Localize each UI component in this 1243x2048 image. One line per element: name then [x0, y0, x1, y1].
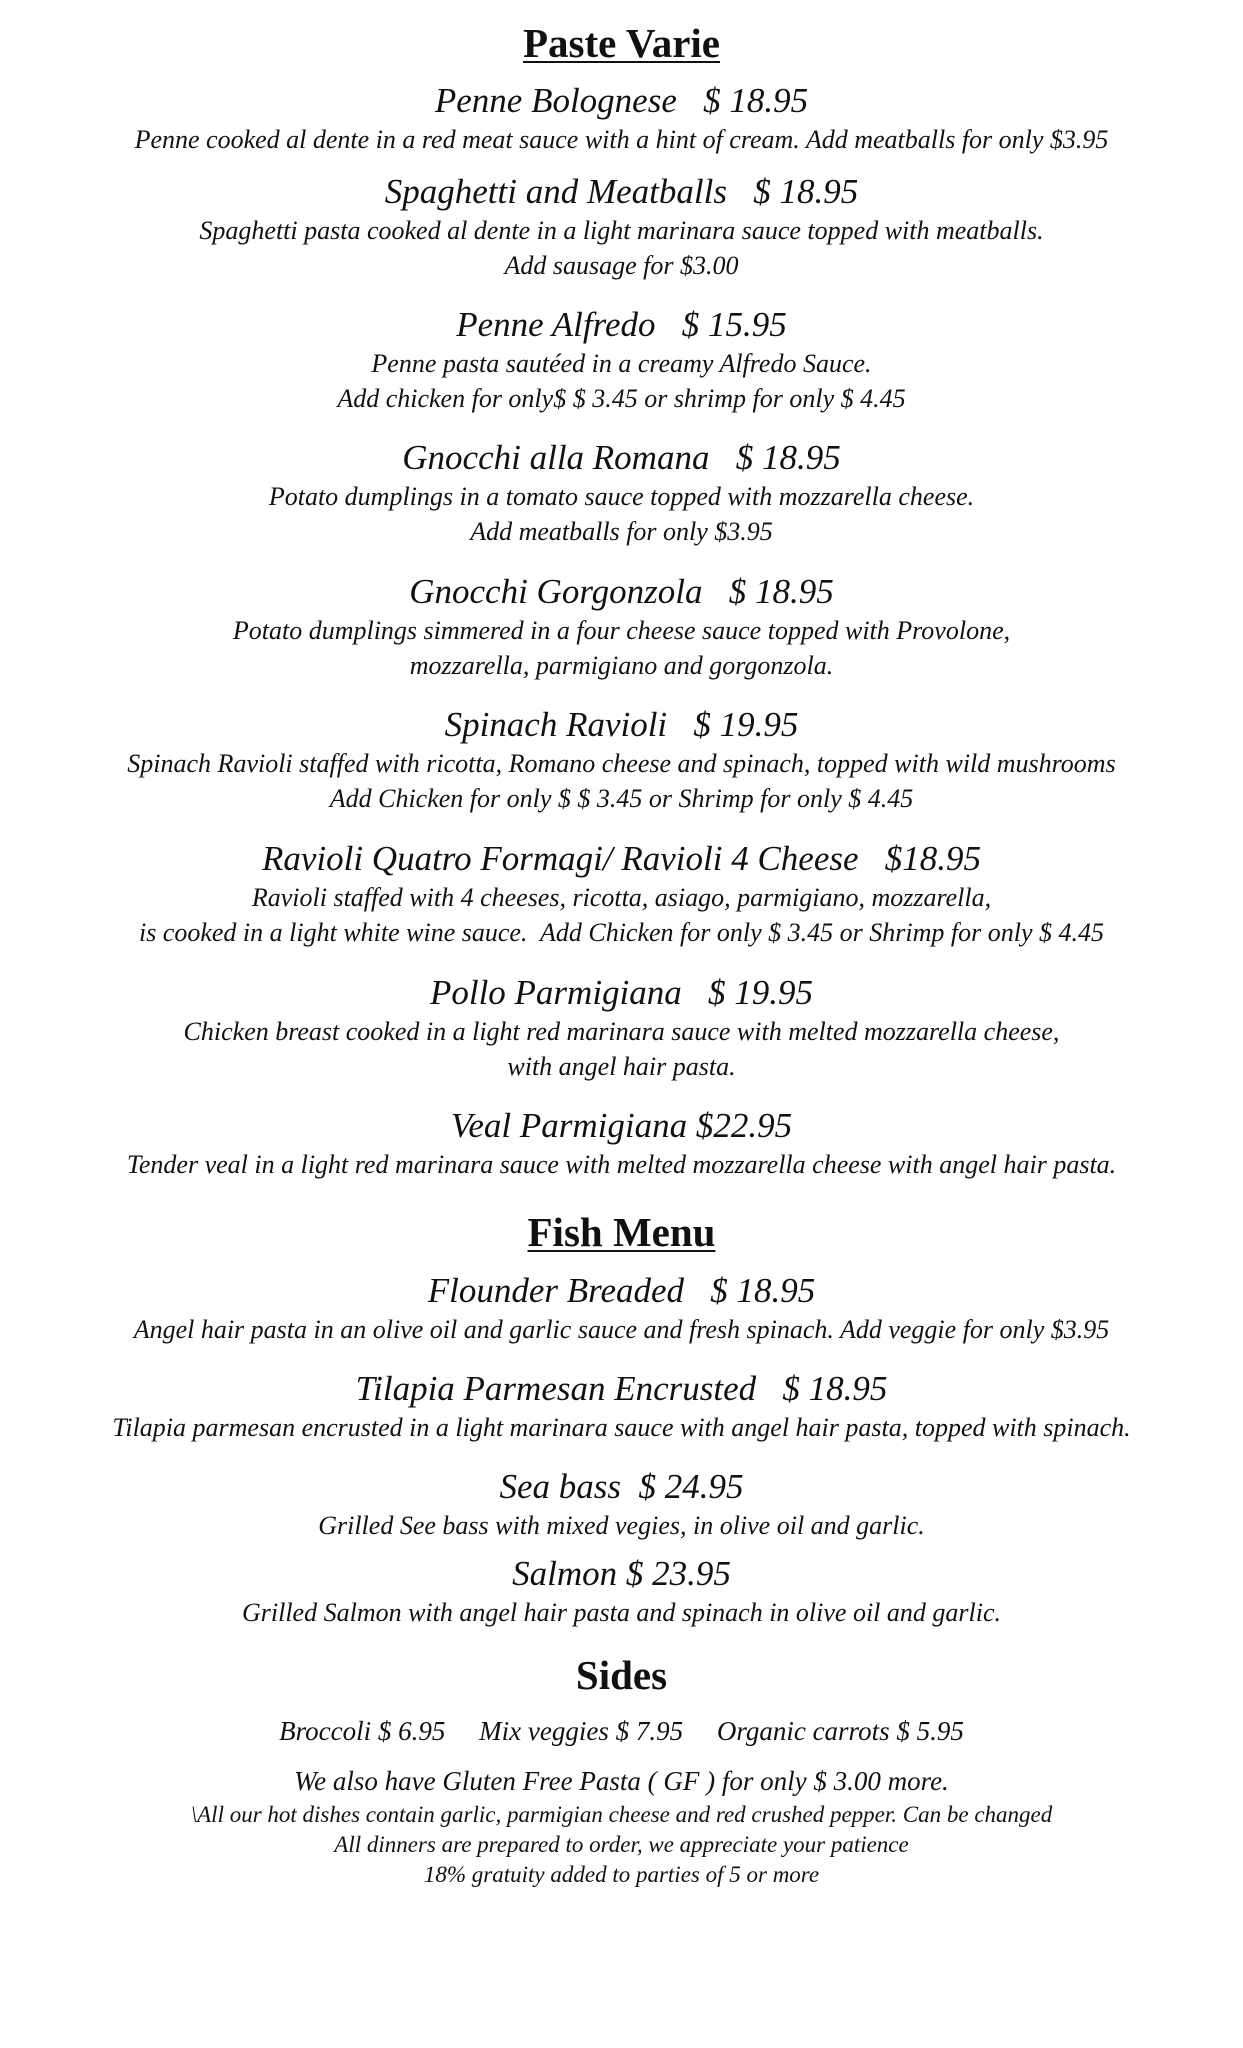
dish-description: Grilled See bass with mixed vegies, in olive oil and garlic. — [318, 1511, 925, 1540]
dish-description: Spaghetti pasta cooked al dente in a light marinara sauce topped with meatballs. — [199, 216, 1044, 245]
dish-name: Pollo Parmigiana $ 19.95 — [429, 973, 814, 1012]
dish-description: Ravioli staffed with 4 cheeses, ricotta, asiago, parmigiano, mozzarella, — [251, 883, 992, 912]
dish-name: Penne Bolognese $ 18.95 — [434, 81, 809, 120]
dish-name: Gnocchi alla Romana $ 18.95 — [402, 438, 841, 477]
dish-spaghetti-meatballs — [0, 171, 1243, 283]
dish-description: is cooked in a light white wine sauce. Add Chicken for only $ 3.45 or Shrimp for only $ 4.45 — [138, 918, 1105, 947]
gluten-free-note: We also have Gluten Free Pasta ( GF ) for only $ 3.00 more. — [294, 1766, 949, 1796]
dish-ravioli-4-cheese — [0, 838, 1243, 950]
pasta-section-title: Paste Varie — [523, 20, 720, 66]
dish-flounder-breaded — [0, 1270, 1243, 1347]
dish-description: Potato dumplings simmered in a four cheese sauce topped with Provolone, — [232, 616, 1011, 645]
dish-spinach-ravioli — [0, 704, 1243, 816]
dish-tilapia-parmesan — [0, 1368, 1243, 1445]
dish-description: Potato dumplings in a tomato sauce topped with mozzarella cheese. — [268, 482, 975, 511]
dish-description: Add Chicken for only $ $ 3.45 or Shrimp for only $ 4.45 — [329, 784, 914, 813]
dish-sea-bass — [0, 1466, 1243, 1543]
dish-name: Penne Alfredo $ 15.95 — [456, 305, 787, 344]
footer-note: All dinners are prepared to order, we appreciate your patience — [334, 1832, 909, 1857]
dish-salmon — [0, 1553, 1243, 1630]
dish-description: Add sausage for $3.00 — [504, 251, 739, 280]
dish-description: Angel hair pasta in an olive oil and garlic sauce and fresh spinach. Add veggie for only $3.95 — [133, 1315, 1110, 1344]
dish-description: Add chicken for only$ $ 3.45 or shrimp for only $ 4.45 — [337, 384, 906, 413]
dish-description: Penne pasta sautéed in a creamy Alfredo Sauce. — [371, 349, 872, 378]
dish-name: Spinach Ravioli $ 19.95 — [444, 705, 799, 744]
fish-section-header — [0, 1207, 1243, 1257]
dish-gnocchi-gorgonzola — [0, 571, 1243, 683]
pasta-section-header — [0, 18, 1243, 68]
footer-notes — [0, 1800, 1243, 1890]
dish-name: Sea bass $ 24.95 — [499, 1467, 744, 1506]
dish-veal-parmigiana — [0, 1105, 1243, 1182]
sides-section-title: Sides — [575, 1652, 668, 1698]
dish-pollo-parmigiana — [0, 972, 1243, 1084]
dish-name: Ravioli Quatro Formagi/ Ravioli 4 Cheese $18.95 — [261, 839, 982, 878]
dish-description: Chicken breast cooked in a light red marinara sauce with melted mozzarella cheese, — [183, 1017, 1060, 1046]
dish-description: Grilled Salmon with angel hair pasta and spinach in olive oil and garlic. — [241, 1598, 1002, 1627]
dish-gnocchi-romana — [0, 437, 1243, 549]
dish-penne-bolognese — [0, 80, 1243, 157]
sides-list: Broccoli $ 6.95 Mix veggies $ 7.95 Organic carrots $ 5.95 — [279, 1716, 964, 1746]
dish-name: Salmon $ 23.95 — [512, 1554, 731, 1593]
dish-description: Spinach Ravioli staffed with ricotta, Romano cheese and spinach, topped with wild mushrooms — [127, 749, 1116, 778]
dish-description: Add meatballs for only $3.95 — [470, 517, 773, 546]
fish-section-title: Fish Menu — [527, 1209, 716, 1255]
dish-name: Tilapia Parmesan Encrusted $ 18.95 — [355, 1369, 888, 1408]
dish-penne-alfredo — [0, 304, 1243, 416]
dish-description: mozzarella, parmigiano and gorgonzola. — [409, 651, 834, 680]
sides-section-header — [0, 1650, 1243, 1700]
footer-note: 18% gratuity added to parties of 5 or more — [423, 1862, 820, 1887]
dish-description: Tender veal in a light red marinara sauce with melted mozzarella cheese with angel hair pasta. — [126, 1150, 1117, 1179]
dish-name: Veal Parmigiana $22.95 — [450, 1106, 793, 1145]
dish-name: Flounder Breaded $ 18.95 — [427, 1271, 816, 1310]
dish-description: Tilapia parmesan encrusted in a light marinara sauce with angel hair pasta, topped with spinach. — [112, 1413, 1131, 1442]
dish-description: Penne cooked al dente in a red meat sauce with a hint of cream. Add meatballs for only $3.95 — [134, 125, 1109, 154]
footer-note: \All our hot dishes contain garlic, parmigian cheese and red crushed pepper. Can be changed — [190, 1802, 1053, 1827]
dish-description: with angel hair pasta. — [507, 1052, 736, 1081]
dish-name: Gnocchi Gorgonzola $ 18.95 — [409, 572, 834, 611]
dish-name: Spaghetti and Meatballs $ 18.95 — [384, 172, 859, 211]
